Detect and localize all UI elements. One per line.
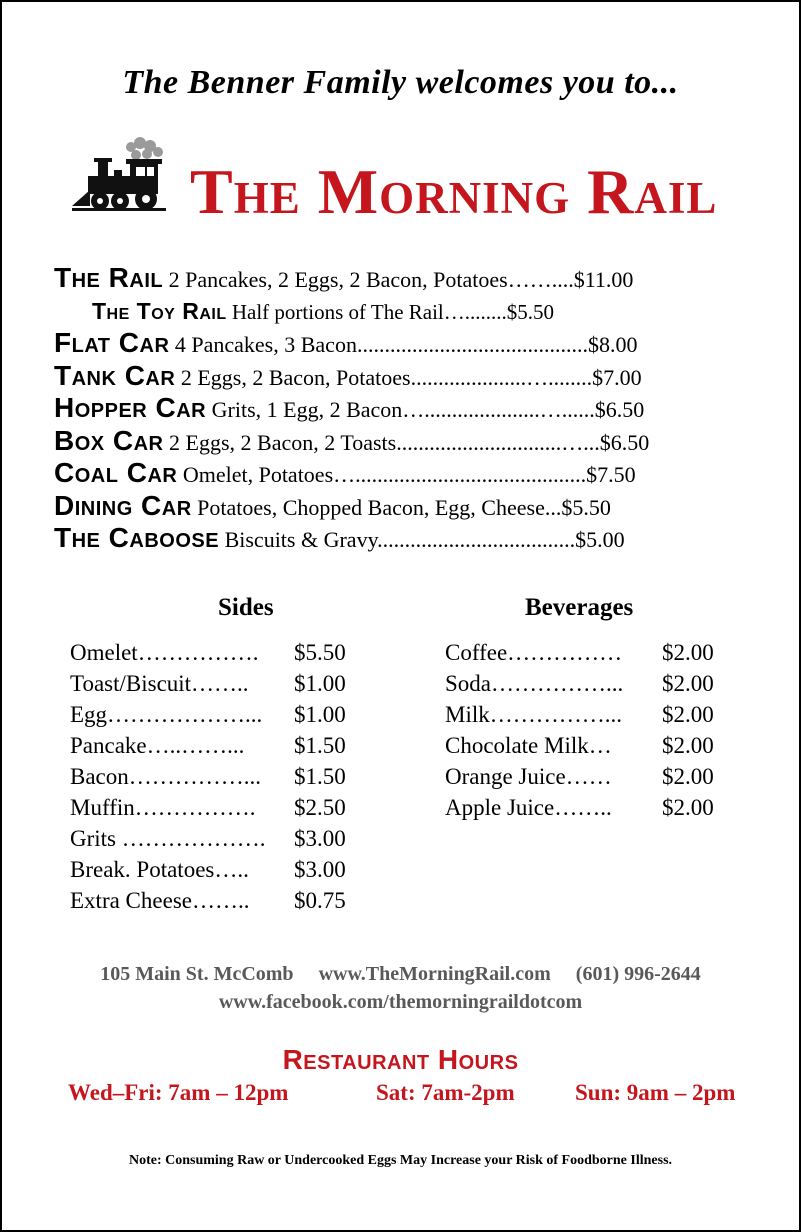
menu-item-price: $6.50 <box>594 397 645 422</box>
menu-item-price: $5.50 <box>561 494 611 520</box>
list-item <box>70 761 346 792</box>
beverage-price: $2.00 <box>662 671 714 696</box>
menu-item-desc: 2 Pancakes, 2 Eggs, 2 Bacon, Potatoes…….... <box>163 267 574 292</box>
side-price: $0.75 <box>294 888 346 913</box>
list-item <box>70 637 346 668</box>
list-item <box>70 730 346 761</box>
list-item <box>70 823 346 854</box>
menu-item <box>54 327 774 360</box>
menu-item-price: $7.00 <box>592 364 642 390</box>
menu-item-desc: 2 Eggs, 2 Bacon, 2 Toasts..............................…... <box>163 429 600 455</box>
hours-heading: Restaurant Hours <box>282 1044 519 1075</box>
list-item <box>70 699 346 730</box>
menu-item <box>54 392 774 425</box>
phone-number: (601) 996-2644 <box>575 963 701 985</box>
list-item <box>445 668 714 699</box>
beverage-price: $2.00 <box>662 764 714 789</box>
side-price: $3.00 <box>294 826 346 851</box>
side-name: Extra Cheese…….. <box>70 888 250 913</box>
website-link[interactable]: www.TheMorningRail.com <box>318 963 551 985</box>
menu-item-desc: Grits, 1 Egg, 2 Bacon….....................…...... <box>206 397 595 422</box>
contact-info <box>2 960 799 1016</box>
menu-item-price: $6.50 <box>599 429 650 455</box>
beverage-price: $2.00 <box>662 702 714 727</box>
list-item <box>70 885 346 916</box>
side-name: Muffin……………. <box>70 795 256 820</box>
list-item <box>445 699 714 730</box>
list-item <box>445 730 714 761</box>
list-item <box>445 792 714 823</box>
side-price: $1.50 <box>294 733 346 758</box>
locomotive-icon <box>68 134 174 214</box>
menu-item-name: Box Car <box>54 424 164 456</box>
side-name: Grits ………………. <box>70 826 266 851</box>
menu-item-name: The Caboose <box>54 522 220 553</box>
menu-item <box>54 457 774 490</box>
side-price: $1.50 <box>294 764 346 789</box>
side-name: Pancake…..……... <box>70 733 245 758</box>
side-price: $5.50 <box>294 640 346 665</box>
menu-item-price: $11.00 <box>573 267 634 292</box>
menu-item-name: The Rail <box>54 262 164 293</box>
list-item <box>445 761 714 792</box>
menu-item-desc: 4 Pancakes, 3 Bacon.......................................... <box>169 332 588 357</box>
beverage-name: Coffee…………… <box>445 640 623 665</box>
menu-item-desc: Omelet, Potatoes….......................................... <box>177 462 587 487</box>
hours-row <box>68 1080 768 1110</box>
side-price: $1.00 <box>294 671 346 696</box>
menu-item <box>54 295 774 328</box>
beverage-price: $2.00 <box>662 733 714 758</box>
side-name: Break. Potatoes….. <box>70 857 249 882</box>
beverages-list <box>445 637 714 823</box>
menu-item-name: Dining Car <box>54 489 192 521</box>
menu-item-price: $5.50 <box>506 299 555 324</box>
menu-item-name: Flat Car <box>54 327 170 358</box>
beverage-name: Chocolate Milk… <box>445 733 612 758</box>
side-price: $2.50 <box>294 795 346 820</box>
list-item <box>70 792 346 823</box>
menu-item <box>54 360 774 393</box>
list-item <box>445 637 714 668</box>
list-item <box>70 854 346 885</box>
menu-item-name: Coal Car <box>54 457 178 488</box>
menu-item-name: The Toy Rail <box>92 297 227 324</box>
restaurant-name: The Morning Rail <box>190 156 718 227</box>
menu-item-name: Tank Car <box>54 359 176 391</box>
welcome-text: The Benner Family welcomes you to... <box>122 64 679 101</box>
menu-item-desc: Biscuits & Gravy.................................... <box>219 527 576 552</box>
menu-item-desc: Half portions of The Rail…........ <box>226 299 507 324</box>
health-note: Note: Consuming Raw or Undercooked Eggs May Increase your Risk of Foodborne Illness. <box>128 1153 673 1168</box>
menu-item <box>54 522 774 555</box>
list-item <box>70 668 346 699</box>
hours-sunday: Sun: 9am – 2pm <box>575 1080 736 1105</box>
breakfast-menu <box>54 262 774 555</box>
beverage-name: Apple Juice…….. <box>445 795 612 820</box>
menu-item-price: $7.50 <box>586 462 636 487</box>
beverage-price: $2.00 <box>662 640 714 665</box>
side-name: Omelet……………. <box>70 640 259 665</box>
menu-item <box>54 262 774 295</box>
side-name: Egg………………... <box>70 702 263 727</box>
beverages-heading: Beverages <box>525 594 634 621</box>
side-name: Bacon……………... <box>70 764 262 789</box>
menu-item-price: $8.00 <box>587 332 638 357</box>
menu-item-desc: Potatoes, Chopped Bacon, Egg, Cheese... <box>191 494 562 520</box>
hours-saturday: Sat: 7am-2pm <box>376 1080 515 1105</box>
menu-item <box>54 425 774 458</box>
menu-item-price: $5.00 <box>575 527 625 552</box>
menu-item-name: Hopper Car <box>54 392 207 423</box>
beverage-name: Orange Juice…… <box>445 764 612 789</box>
sides-list <box>70 637 346 916</box>
side-price: $3.00 <box>294 857 346 882</box>
beverage-name: Soda……………... <box>445 671 624 696</box>
beverage-price: $2.00 <box>662 795 714 820</box>
menu-item <box>54 490 774 523</box>
sides-heading: Sides <box>218 594 274 621</box>
hours-weekday: Wed–Fri: 7am – 12pm <box>68 1080 289 1105</box>
address: 105 Main St. McComb <box>100 963 294 985</box>
side-price: $1.00 <box>294 702 346 727</box>
beverage-name: Milk……………... <box>445 702 622 727</box>
facebook-link[interactable]: www.facebook.com/themorningraildotcom <box>218 991 583 1013</box>
menu-item-desc: 2 Eggs, 2 Bacon, Potatoes.....................…........ <box>175 364 593 390</box>
side-name: Toast/Biscuit…….. <box>70 671 249 696</box>
